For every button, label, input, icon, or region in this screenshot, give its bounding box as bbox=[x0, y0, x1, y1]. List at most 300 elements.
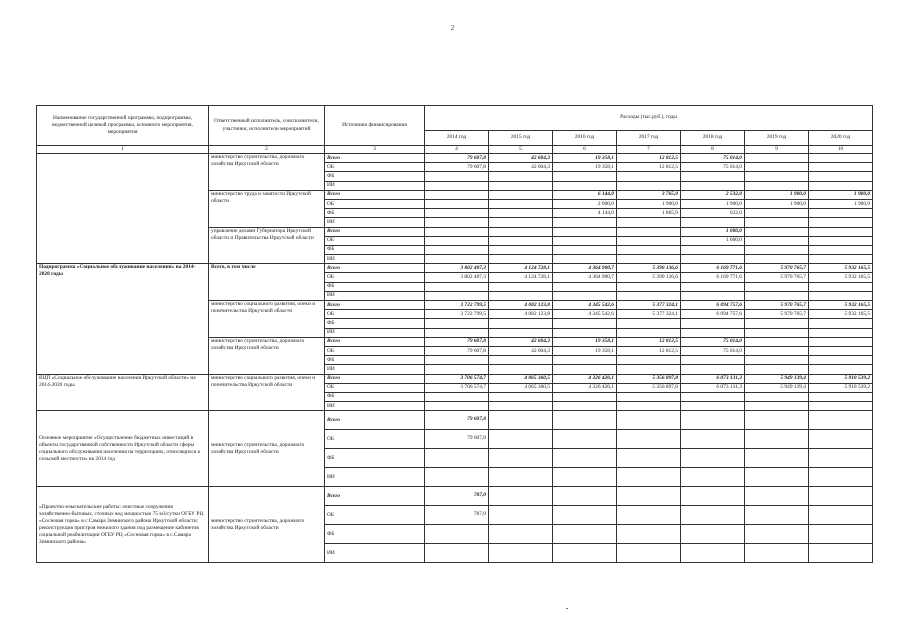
amount-cell: 79 607,8 bbox=[425, 163, 489, 172]
amount-cell: 6 073 131,3 bbox=[681, 383, 745, 392]
amount-cell: 79 607,8 bbox=[425, 430, 489, 449]
row-name-cell: «Проектно-изыскательские работы: очистные сооружения хозяйственно-бытовых, сточных вод мощностью 75 м3/сутки ОГБУ РЦ «Сосновая горка» в с.Самара Зиминского района Иркутской области; реконструкция пристроя нежилого здания под размещение кабинетов социальной реабилитации ОГБУ РЦ «Сосновая горка» в с.Самара Зиминского района» bbox=[37, 487, 209, 563]
amount-cell bbox=[489, 236, 553, 245]
amount-cell: 5 970 765,7 bbox=[745, 301, 809, 310]
row-executor-cell: управление делами Губернатора Иркутской области и Правительства Иркутской области bbox=[209, 227, 325, 264]
amount-cell bbox=[425, 209, 489, 218]
source-cell: Всего bbox=[325, 264, 425, 273]
source-cell: ФБ bbox=[325, 209, 425, 218]
amount-cell bbox=[617, 245, 681, 254]
amount-cell bbox=[553, 245, 617, 254]
amount-cell: 4 124 728,1 bbox=[489, 273, 553, 282]
amount-cell bbox=[745, 236, 809, 245]
source-cell: Всего bbox=[325, 411, 425, 430]
amount-cell bbox=[489, 291, 553, 300]
amount-cell bbox=[425, 319, 489, 328]
amount-cell: 4 065 360,5 bbox=[489, 374, 553, 383]
amount-cell bbox=[745, 163, 809, 172]
source-cell: ФБ bbox=[325, 282, 425, 291]
amount-cell: 1 000,0 bbox=[681, 236, 745, 245]
amount-cell bbox=[617, 468, 681, 487]
amount-cell bbox=[489, 487, 553, 506]
amount-cell: 19 358,1 bbox=[553, 346, 617, 355]
row-executor-cell: министерство строительства, дорожного хозяйства Иркутской области bbox=[209, 411, 325, 487]
amount-cell bbox=[681, 392, 745, 401]
header-expenses: Расходы (тыс.руб.), годы bbox=[425, 106, 873, 131]
source-cell: Всего bbox=[325, 487, 425, 506]
row-executor-cell: Всего, в том числе bbox=[209, 264, 325, 301]
source-cell: ОБ bbox=[325, 506, 425, 525]
amount-cell bbox=[745, 468, 809, 487]
column-number: 3 bbox=[325, 146, 425, 154]
amount-cell bbox=[681, 468, 745, 487]
amount-cell bbox=[617, 328, 681, 337]
amount-cell: 12 812,5 bbox=[617, 163, 681, 172]
amount-cell bbox=[425, 525, 489, 544]
amount-cell: 42 604,3 bbox=[489, 337, 553, 346]
amount-cell: 12 812,5 bbox=[617, 337, 681, 346]
amount-cell bbox=[489, 218, 553, 227]
amount-cell bbox=[809, 487, 873, 506]
amount-cell: 3 802 407,3 bbox=[425, 264, 489, 273]
amount-cell bbox=[489, 172, 553, 181]
source-cell: ФБ bbox=[325, 525, 425, 544]
amount-cell bbox=[681, 411, 745, 430]
row-name-cell: Основное мероприятие «Осуществление бюджетных инвестиций в объекты государственной собственности Иркутской области сферы социального обслуживания населения на территориях, относящихся к сельской местности» на 2014 год bbox=[37, 411, 209, 487]
amount-cell bbox=[809, 356, 873, 365]
amount-cell: 5 377 324,1 bbox=[617, 301, 681, 310]
amount-cell bbox=[425, 190, 489, 199]
amount-cell bbox=[745, 255, 809, 264]
amount-cell bbox=[425, 449, 489, 468]
amount-cell bbox=[745, 402, 809, 411]
row-name-cell: ВЦП «Социальное обслуживание населения Иркутской области» на 2014-2020 годы bbox=[37, 374, 209, 411]
amount-cell: 2 532,0 bbox=[681, 190, 745, 199]
amount-cell: 5 390 136,6 bbox=[617, 273, 681, 282]
amount-cell bbox=[489, 199, 553, 208]
amount-cell bbox=[809, 245, 873, 254]
amount-cell: 5 970 765,7 bbox=[745, 264, 809, 273]
amount-cell bbox=[489, 544, 553, 563]
amount-cell: 1 900,0 bbox=[745, 199, 809, 208]
amount-cell: 79 607,8 bbox=[425, 411, 489, 430]
amount-cell: 79 607,8 bbox=[425, 346, 489, 355]
amount-cell bbox=[553, 449, 617, 468]
amount-cell: 5 932 165,5 bbox=[809, 310, 873, 319]
amount-cell bbox=[681, 172, 745, 181]
amount-cell bbox=[745, 209, 809, 218]
header-year: 2014 год bbox=[425, 131, 489, 146]
amount-cell bbox=[617, 227, 681, 236]
amount-cell bbox=[553, 218, 617, 227]
amount-cell bbox=[489, 209, 553, 218]
amount-cell bbox=[425, 328, 489, 337]
amount-cell bbox=[745, 544, 809, 563]
amount-cell bbox=[681, 291, 745, 300]
amount-cell bbox=[681, 506, 745, 525]
amount-cell: 787,0 bbox=[425, 506, 489, 525]
amount-cell bbox=[809, 411, 873, 430]
amount-cell bbox=[745, 346, 809, 355]
source-cell: ФБ bbox=[325, 245, 425, 254]
amount-cell: 4 364 900,7 bbox=[553, 264, 617, 273]
amount-cell: 6 094 757,6 bbox=[681, 310, 745, 319]
row-executor-cell: министерство строительства, дорожного хозяйства Иркутской области bbox=[209, 337, 325, 374]
amount-cell bbox=[809, 319, 873, 328]
column-number: 9 bbox=[745, 146, 809, 154]
amount-cell bbox=[553, 319, 617, 328]
amount-cell bbox=[425, 392, 489, 401]
amount-cell: 4 364 900,7 bbox=[553, 273, 617, 282]
amount-cell bbox=[681, 402, 745, 411]
amount-cell bbox=[489, 411, 553, 430]
amount-cell bbox=[617, 487, 681, 506]
amount-cell bbox=[425, 365, 489, 374]
source-cell: ОБ bbox=[325, 273, 425, 282]
amount-cell: 12 812,5 bbox=[617, 154, 681, 163]
amount-cell bbox=[553, 181, 617, 190]
amount-cell: 2 000,0 bbox=[553, 199, 617, 208]
amount-cell bbox=[425, 544, 489, 563]
amount-cell bbox=[425, 291, 489, 300]
amount-cell bbox=[425, 227, 489, 236]
amount-cell: 4 144,0 bbox=[553, 209, 617, 218]
amount-cell: 3 722 799,5 bbox=[425, 301, 489, 310]
amount-cell bbox=[617, 544, 681, 563]
amount-cell bbox=[809, 163, 873, 172]
row-executor-cell: министерство социального развития, опеки и попечительства Иркутской области bbox=[209, 301, 325, 338]
amount-cell bbox=[745, 328, 809, 337]
page-number: 2 bbox=[450, 24, 455, 32]
source-cell: ИИ bbox=[325, 328, 425, 337]
amount-cell: 1 900,0 bbox=[617, 199, 681, 208]
amount-cell bbox=[681, 430, 745, 449]
amount-cell bbox=[745, 291, 809, 300]
amount-cell bbox=[681, 282, 745, 291]
amount-cell: 1 900,0 bbox=[745, 190, 809, 199]
amount-cell bbox=[617, 291, 681, 300]
amount-cell bbox=[489, 181, 553, 190]
amount-cell bbox=[809, 172, 873, 181]
amount-cell bbox=[809, 328, 873, 337]
source-cell: ОБ bbox=[325, 383, 425, 392]
source-cell: ИИ bbox=[325, 255, 425, 264]
amount-cell: 6 073 131,3 bbox=[681, 374, 745, 383]
amount-cell: 4 345 542,6 bbox=[553, 301, 617, 310]
amount-cell: 4 326 426,1 bbox=[553, 374, 617, 383]
header-year: 2015 год bbox=[489, 131, 553, 146]
amount-cell bbox=[809, 365, 873, 374]
amount-cell bbox=[489, 282, 553, 291]
source-cell: ФБ bbox=[325, 319, 425, 328]
amount-cell bbox=[809, 392, 873, 401]
amount-cell bbox=[681, 319, 745, 328]
amount-cell bbox=[553, 356, 617, 365]
amount-cell bbox=[553, 544, 617, 563]
amount-cell bbox=[745, 525, 809, 544]
header-year: 2017 год bbox=[617, 131, 681, 146]
amount-cell: 4 345 542,6 bbox=[553, 310, 617, 319]
amount-cell bbox=[425, 282, 489, 291]
amount-cell bbox=[809, 525, 873, 544]
amount-cell bbox=[809, 209, 873, 218]
amount-cell: 787,0 bbox=[425, 487, 489, 506]
amount-cell bbox=[681, 328, 745, 337]
amount-cell: 19 358,1 bbox=[553, 337, 617, 346]
amount-cell: 75 014,0 bbox=[681, 163, 745, 172]
amount-cell: 5 910 539,2 bbox=[809, 374, 873, 383]
amount-cell: 5 356 897,8 bbox=[617, 383, 681, 392]
amount-cell bbox=[809, 506, 873, 525]
row-name-cell bbox=[37, 154, 209, 264]
amount-cell bbox=[553, 227, 617, 236]
amount-cell bbox=[745, 487, 809, 506]
header-executor: Ответственный исполнитель, соисполнители, участники, исполнители мероприятий bbox=[209, 106, 325, 146]
amount-cell bbox=[425, 199, 489, 208]
amount-cell bbox=[617, 525, 681, 544]
amount-cell bbox=[745, 172, 809, 181]
amount-cell bbox=[681, 181, 745, 190]
amount-cell bbox=[745, 356, 809, 365]
amount-cell bbox=[745, 392, 809, 401]
amount-cell: 5 949 139,4 bbox=[745, 374, 809, 383]
amount-cell: 1 900,0 bbox=[809, 190, 873, 199]
amount-cell bbox=[745, 411, 809, 430]
amount-cell bbox=[553, 468, 617, 487]
amount-cell bbox=[617, 255, 681, 264]
amount-cell: 4 082 123,8 bbox=[489, 310, 553, 319]
amount-cell bbox=[681, 487, 745, 506]
source-cell: Всего bbox=[325, 337, 425, 346]
column-number: 10 bbox=[809, 146, 873, 154]
amount-cell: 6 169 771,6 bbox=[681, 273, 745, 282]
source-cell: ФБ bbox=[325, 449, 425, 468]
header-name: Наименование государственной программы, подпрограммы, ведомственной целевой программы, основного мероприятия, мероприятия bbox=[37, 106, 209, 146]
amount-cell bbox=[617, 236, 681, 245]
amount-cell bbox=[809, 227, 873, 236]
table-row bbox=[37, 487, 873, 506]
table-row bbox=[37, 154, 873, 163]
column-number: 5 bbox=[489, 146, 553, 154]
source-cell: Всего bbox=[325, 190, 425, 199]
amount-cell: 5 949 139,4 bbox=[745, 383, 809, 392]
amount-cell bbox=[809, 236, 873, 245]
amount-cell: 79 607,8 bbox=[425, 337, 489, 346]
amount-cell bbox=[809, 218, 873, 227]
amount-cell: 1 865,9 bbox=[617, 209, 681, 218]
source-cell: ФБ bbox=[325, 172, 425, 181]
amount-cell: 42 604,3 bbox=[489, 163, 553, 172]
amount-cell: 4 326 426,1 bbox=[553, 383, 617, 392]
amount-cell bbox=[489, 402, 553, 411]
amount-cell: 19 358,1 bbox=[553, 163, 617, 172]
amount-cell: 4 065 360,5 bbox=[489, 383, 553, 392]
header-source: Источники финансирования bbox=[325, 106, 425, 146]
amount-cell: 3 706 574,7 bbox=[425, 383, 489, 392]
amount-cell bbox=[809, 468, 873, 487]
amount-cell: 5 970 765,7 bbox=[745, 273, 809, 282]
column-number: 1 bbox=[37, 146, 209, 154]
amount-cell: 75 014,0 bbox=[681, 154, 745, 163]
amount-cell bbox=[681, 356, 745, 365]
amount-cell bbox=[425, 255, 489, 264]
amount-cell bbox=[809, 181, 873, 190]
amount-cell bbox=[745, 245, 809, 254]
amount-cell: 1 000,0 bbox=[681, 227, 745, 236]
amount-cell bbox=[745, 319, 809, 328]
amount-cell bbox=[425, 236, 489, 245]
amount-cell: 5 932 165,5 bbox=[809, 264, 873, 273]
row-executor-cell: министерство строительства, дорожного хозяйства Иркутской области bbox=[209, 487, 325, 563]
amount-cell bbox=[489, 190, 553, 199]
column-number: 6 bbox=[553, 146, 617, 154]
source-cell: ИИ bbox=[325, 218, 425, 227]
amount-cell bbox=[681, 449, 745, 468]
amount-cell bbox=[681, 365, 745, 374]
amount-cell: 6 169 771,6 bbox=[681, 264, 745, 273]
amount-cell: 4 124 728,1 bbox=[489, 264, 553, 273]
source-cell: ИИ bbox=[325, 402, 425, 411]
amount-cell bbox=[745, 181, 809, 190]
amount-cell: 3 722 799,5 bbox=[425, 310, 489, 319]
amount-cell: 5 390 136,6 bbox=[617, 264, 681, 273]
amount-cell bbox=[553, 392, 617, 401]
source-cell: ОБ bbox=[325, 430, 425, 449]
amount-cell bbox=[489, 506, 553, 525]
amount-cell: 19 358,1 bbox=[553, 154, 617, 163]
amount-cell bbox=[617, 319, 681, 328]
amount-cell: 1 900,0 bbox=[809, 199, 873, 208]
table-row bbox=[37, 411, 873, 430]
amount-cell bbox=[809, 544, 873, 563]
amount-cell bbox=[425, 218, 489, 227]
amount-cell bbox=[745, 430, 809, 449]
amount-cell: 1 900,0 bbox=[681, 199, 745, 208]
amount-cell bbox=[553, 328, 617, 337]
amount-cell bbox=[425, 356, 489, 365]
source-cell: Всего bbox=[325, 227, 425, 236]
amount-cell: 632,0 bbox=[681, 209, 745, 218]
amount-cell: 5 377 324,1 bbox=[617, 310, 681, 319]
source-cell: ОБ bbox=[325, 163, 425, 172]
amount-cell bbox=[489, 430, 553, 449]
amount-cell bbox=[489, 449, 553, 468]
source-cell: ИИ bbox=[325, 365, 425, 374]
source-cell: ФБ bbox=[325, 356, 425, 365]
source-cell: ОБ bbox=[325, 310, 425, 319]
amount-cell bbox=[617, 181, 681, 190]
amount-cell bbox=[809, 282, 873, 291]
amount-cell bbox=[617, 411, 681, 430]
amount-cell: 5 910 539,2 bbox=[809, 383, 873, 392]
amount-cell bbox=[617, 392, 681, 401]
amount-cell bbox=[553, 525, 617, 544]
amount-cell bbox=[425, 181, 489, 190]
amount-cell bbox=[809, 346, 873, 355]
amount-cell bbox=[809, 430, 873, 449]
amount-cell bbox=[681, 218, 745, 227]
amount-cell: 3 706 574,7 bbox=[425, 374, 489, 383]
amount-cell bbox=[617, 172, 681, 181]
amount-cell bbox=[809, 154, 873, 163]
amount-cell: 5 970 765,7 bbox=[745, 310, 809, 319]
amount-cell bbox=[553, 402, 617, 411]
amount-cell bbox=[617, 356, 681, 365]
source-cell: Всего bbox=[325, 301, 425, 310]
amount-cell bbox=[553, 255, 617, 264]
amount-cell bbox=[809, 255, 873, 264]
amount-cell bbox=[553, 487, 617, 506]
amount-cell: 5 356 897,8 bbox=[617, 374, 681, 383]
amount-cell bbox=[489, 468, 553, 487]
amount-cell bbox=[681, 245, 745, 254]
source-cell: ФБ bbox=[325, 392, 425, 401]
amount-cell: 3 802 407,3 bbox=[425, 273, 489, 282]
row-executor-cell: министерство строительства, дорожного хозяйства Иркутской области bbox=[209, 154, 325, 191]
amount-cell bbox=[489, 227, 553, 236]
amount-cell: 42 604,3 bbox=[489, 154, 553, 163]
amount-cell bbox=[617, 402, 681, 411]
row-name-cell: Подпрограмма «Социальное обслуживание населения» на 2014-2020 годы bbox=[37, 264, 209, 374]
scan-speck bbox=[566, 608, 568, 609]
amount-cell bbox=[745, 154, 809, 163]
source-cell: ИИ bbox=[325, 181, 425, 190]
amount-cell bbox=[425, 172, 489, 181]
amount-cell bbox=[809, 449, 873, 468]
column-number: 8 bbox=[681, 146, 745, 154]
amount-cell: 6 094 757,6 bbox=[681, 301, 745, 310]
amount-cell bbox=[553, 365, 617, 374]
amount-cell bbox=[489, 356, 553, 365]
amount-cell: 5 932 165,5 bbox=[809, 273, 873, 282]
amount-cell bbox=[617, 430, 681, 449]
source-cell: Всего bbox=[325, 374, 425, 383]
amount-cell bbox=[745, 337, 809, 346]
amount-cell bbox=[745, 506, 809, 525]
row-executor-cell: министерство социального развития, опеки и попечительства Иркутской области bbox=[209, 374, 325, 411]
amount-cell: 12 812,5 bbox=[617, 346, 681, 355]
column-number: 4 bbox=[425, 146, 489, 154]
amount-cell bbox=[553, 282, 617, 291]
amount-cell bbox=[553, 291, 617, 300]
amount-cell bbox=[617, 365, 681, 374]
header-year: 2019 год bbox=[745, 131, 809, 146]
amount-cell bbox=[425, 245, 489, 254]
column-number: 7 bbox=[617, 146, 681, 154]
source-cell: ИИ bbox=[325, 544, 425, 563]
amount-cell bbox=[489, 392, 553, 401]
amount-cell bbox=[553, 506, 617, 525]
amount-cell bbox=[617, 506, 681, 525]
amount-cell bbox=[489, 255, 553, 264]
source-cell: Всего bbox=[325, 154, 425, 163]
amount-cell: 42 604,3 bbox=[489, 346, 553, 355]
amount-cell bbox=[489, 319, 553, 328]
amount-cell bbox=[745, 218, 809, 227]
amount-cell bbox=[617, 282, 681, 291]
amount-cell bbox=[425, 402, 489, 411]
source-cell: ОБ bbox=[325, 236, 425, 245]
amount-cell bbox=[809, 402, 873, 411]
source-cell: ИИ bbox=[325, 291, 425, 300]
amount-cell bbox=[553, 430, 617, 449]
table-row bbox=[37, 374, 873, 383]
amount-cell bbox=[681, 525, 745, 544]
column-number: 2 bbox=[209, 146, 325, 154]
amount-cell bbox=[681, 544, 745, 563]
amount-cell bbox=[809, 291, 873, 300]
amount-cell bbox=[745, 282, 809, 291]
